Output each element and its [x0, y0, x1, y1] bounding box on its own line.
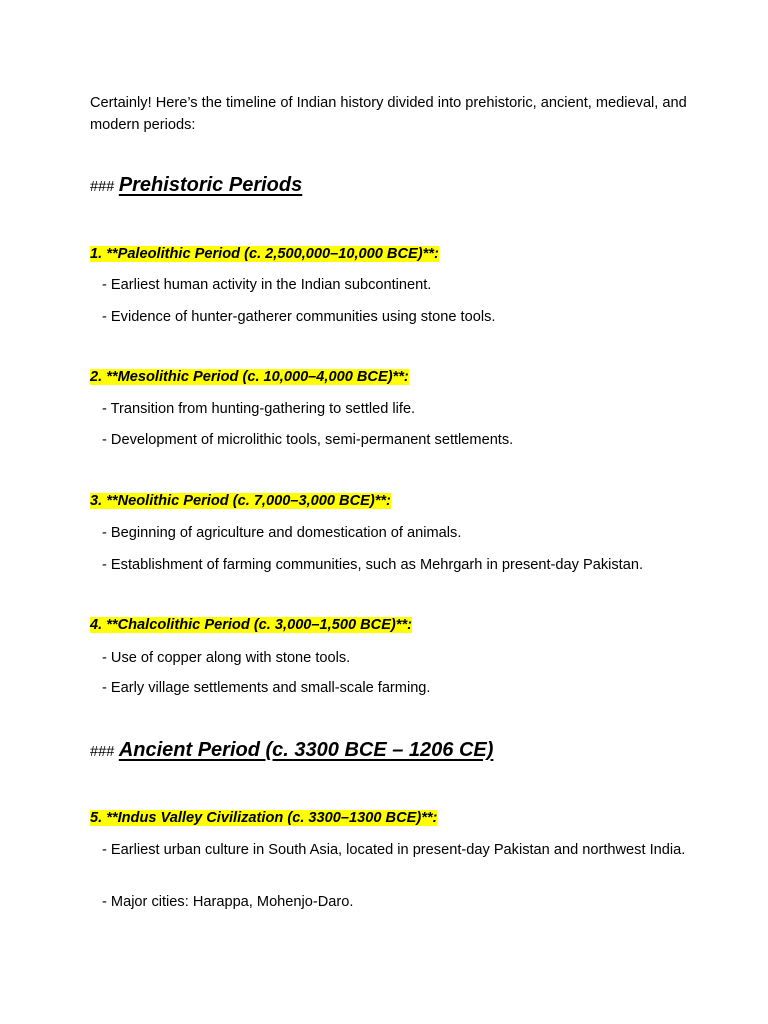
bullet-text: - Major cities: Harappa, Mohenjo-Daro.	[102, 894, 354, 910]
heading-hashes: ###	[90, 179, 115, 195]
bullet-text: - Establishment of farming communities, such as Mehrgarh in present-day Pakistan.	[102, 557, 644, 573]
bullet-text: - Evidence of hunter-gatherer communities using stone tools.	[102, 309, 496, 325]
list-item	[90, 555, 690, 576]
list-item	[90, 523, 690, 544]
highlighted-title: 3. **Neolithic Period (c. 7,000–3,000 BCE)**:	[90, 493, 391, 509]
list-item	[90, 307, 690, 328]
bullet-text: - Development of microlithic tools, semi-permanent settlements.	[102, 432, 514, 448]
bullet-text: - Earliest human activity in the Indian subcontinent.	[102, 277, 432, 293]
highlighted-title: 2. **Mesolithic Period (c. 10,000–4,000 BCE)**:	[90, 369, 409, 385]
highlighted-title: 1. **Paleolithic Period (c. 2,500,000–10,000 BCE)**:	[90, 246, 439, 262]
list-item	[90, 648, 690, 669]
period-title-indus-valley	[90, 810, 437, 826]
heading-hashes: ###	[90, 744, 115, 760]
period-title-paleolithic	[90, 246, 439, 262]
section-heading-prehistoric	[90, 174, 302, 197]
period-title-chalcolithic	[90, 617, 412, 633]
list-item	[90, 678, 690, 699]
bullet-text: - Beginning of agriculture and domestication of animals.	[102, 525, 462, 541]
list-item	[90, 275, 690, 296]
bullet-text: - Earliest urban culture in South Asia, located in present-day Pakistan and northwest India.	[102, 842, 686, 858]
heading-text: Prehistoric Periods	[118, 174, 303, 196]
list-item	[90, 840, 690, 861]
list-item	[90, 399, 690, 420]
period-title-mesolithic	[90, 369, 409, 385]
bullet-text: - Use of copper along with stone tools.	[102, 650, 351, 666]
heading-text: Ancient Period (c. 3300 BCE – 1206 CE)	[118, 739, 494, 761]
section-heading-ancient	[90, 739, 493, 762]
highlighted-title: 4. **Chalcolithic Period (c. 3,000–1,500 BCE)**:	[90, 617, 413, 633]
highlighted-title: 5. **Indus Valley Civilization (c. 3300–1300 BCE)**:	[90, 810, 438, 826]
bullet-text: - Transition from hunting-gathering to settled life.	[102, 401, 416, 417]
period-title-neolithic	[90, 493, 391, 509]
list-item	[90, 892, 690, 913]
intro-paragraph: Certainly! Here’s the timeline of Indian history divided into prehistoric, ancient, medieval, and modern periods:	[90, 95, 687, 133]
list-item	[90, 430, 690, 451]
bullet-text: - Early village settlements and small-scale farming.	[102, 680, 431, 696]
